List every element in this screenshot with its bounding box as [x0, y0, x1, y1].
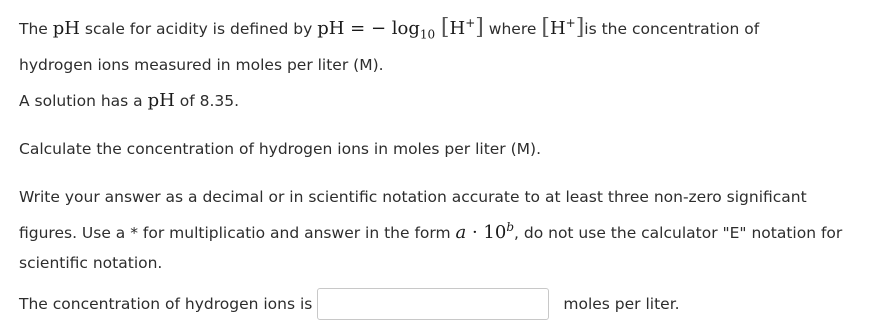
intro-text: scale for acidity is defined by — [80, 20, 318, 38]
hydrogen-ion: H — [549, 18, 566, 39]
ion-charge: + — [565, 16, 576, 30]
left-bracket: [ — [541, 15, 550, 40]
task-text: Calculate the concentration of hydrogen ions in moles per liter (M). — [19, 140, 541, 158]
instructions-text: Write your answer as a decimal or in scientific notation accurate to at least three non-zero significant figures. Use a * for multiplicatio and answer in the form — [19, 188, 807, 242]
variable-a: a — [455, 222, 467, 243]
log-function: log — [391, 18, 420, 39]
base-ten: 10 — [483, 222, 507, 243]
given-paragraph — [19, 86, 239, 116]
log-base: 10 — [419, 27, 436, 42]
right-bracket: ] — [575, 15, 585, 40]
instructions-text: , do not use the calculator "E" notation for scientific notation. — [19, 224, 843, 272]
concentration-answer-input[interactable] — [317, 288, 549, 320]
ph-formula — [317, 15, 484, 42]
left-bracket: [ — [440, 15, 450, 40]
given-text: A solution has a — [19, 92, 148, 110]
right-bracket: ] — [475, 15, 484, 40]
intro-paragraph — [19, 8, 759, 80]
h-concentration — [541, 15, 585, 40]
intro-text: The — [19, 20, 53, 38]
instructions-paragraph — [19, 182, 869, 278]
form-expression — [456, 222, 515, 243]
intro-text: where — [483, 20, 542, 38]
answer-prefix-label: The concentration of hydrogen ions is — [19, 295, 313, 313]
given-text: of 8.35. — [174, 92, 240, 110]
exponent-b: b — [506, 220, 515, 234]
equals-minus: = − — [344, 18, 392, 39]
ph-symbol: pH — [52, 18, 80, 39]
ph-symbol: pH — [317, 18, 345, 39]
hydrogen-ion: H — [449, 18, 466, 39]
answer-suffix-label: moles per liter. — [563, 295, 680, 313]
intro-text: hydrogen ions measured in moles per liter (M). — [19, 55, 384, 74]
task-paragraph — [19, 134, 541, 164]
ion-charge: + — [465, 16, 476, 30]
intro-text: is the concentration of — [584, 20, 760, 38]
ph-symbol: pH — [147, 90, 175, 111]
answer-row — [19, 288, 680, 320]
multiply-dot: · — [466, 222, 484, 243]
